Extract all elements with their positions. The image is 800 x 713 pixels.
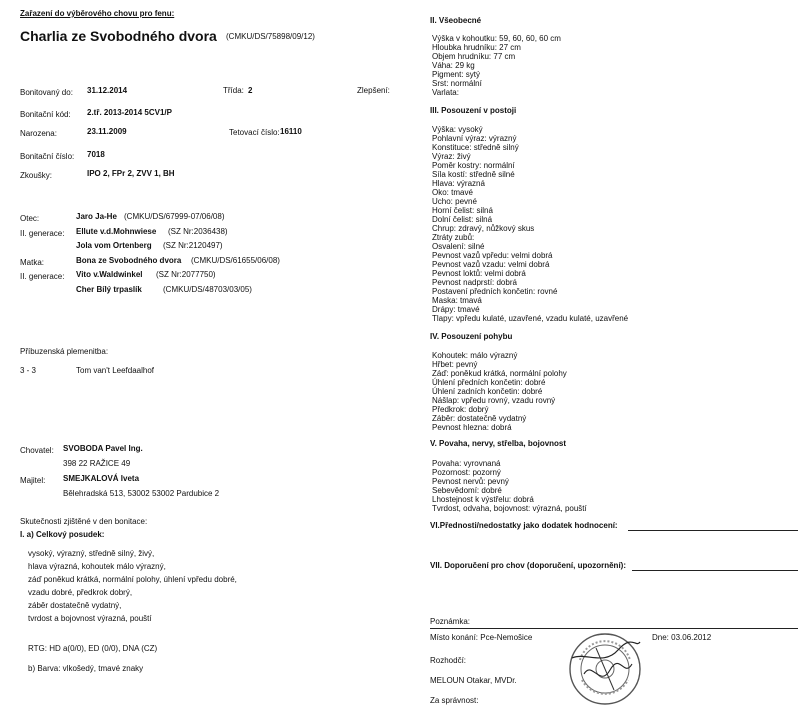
vseobecne-line: Objem hrudníku: 77 cm bbox=[432, 52, 516, 61]
gen2b-label: II. generace: bbox=[20, 272, 65, 281]
misto-konani: Místo konání: Pce-Nemošice bbox=[430, 633, 533, 642]
pohyb-line: Hřbet: pevný bbox=[432, 360, 478, 369]
zlepseni-label: Zlepšení: bbox=[357, 86, 390, 95]
gf2-name: Vito v.Waldwinkel bbox=[76, 270, 143, 279]
gm1-name: Jola vom Ortenberg bbox=[76, 241, 152, 250]
official-stamp-icon bbox=[566, 630, 644, 708]
postoj-line: Pevnost loktů: velmi dobrá bbox=[432, 269, 526, 278]
povaha-line: Sebevědomí: dobré bbox=[432, 486, 502, 495]
tetovaci-value: 16110 bbox=[280, 127, 302, 136]
section-pohyb-title: IV. Posouzení pohybu bbox=[430, 332, 513, 341]
bonitovany-label: Bonitovaný do: bbox=[20, 88, 73, 97]
chovatel-label: Chovatel: bbox=[20, 446, 54, 455]
postoj-line: Drápy: tmavé bbox=[432, 305, 480, 314]
rozhodci-name: MELOUN Otakar, MVDr. bbox=[430, 676, 517, 685]
majitel-name: SMEJKALOVÁ Iveta bbox=[63, 474, 140, 483]
matka-reg: (CMKU/DS/61655/06/08) bbox=[191, 256, 280, 265]
posudek-line: tvrdost a bojovnost výrazná, pouští bbox=[28, 614, 152, 623]
matka-name: Bona ze Svobodného dvora bbox=[76, 256, 182, 265]
otec-reg: (CMKU/DS/67999-07/06/08) bbox=[124, 212, 225, 221]
inbreeding-degree: 3 - 3 bbox=[20, 366, 37, 375]
celkovy-posudek-label: I. a) Celkový posudek: bbox=[20, 530, 105, 539]
rozhodci-label: Rozhodčí: bbox=[430, 656, 467, 665]
postoj-line: Dolní čelist: silná bbox=[432, 215, 493, 224]
posudek-line: záď poněkud krátká, normální polohy, úhlení vpředu dobré, bbox=[28, 575, 237, 584]
postoj-line: Konstituce: středně silný bbox=[432, 143, 519, 152]
section-vseobecne-title: II. Všeobecné bbox=[430, 16, 482, 25]
matka-label: Matka: bbox=[20, 258, 45, 267]
otec-name: Jaro Ja-He bbox=[76, 212, 117, 221]
postoj-line: Pevnost nadprstí: dobrá bbox=[432, 278, 517, 287]
pohyb-line: Úhlení zadních končetin: dobré bbox=[432, 387, 543, 396]
posudek-line: vzadu dobré, předkrok dobrý, bbox=[28, 588, 133, 597]
za-spravnost: Za správnost: bbox=[430, 696, 479, 705]
postoj-line: Ucho: pevné bbox=[432, 197, 477, 206]
povaha-line: Tvrdost, odvaha, bojovnost: výrazná, pouští bbox=[432, 504, 587, 513]
section-doporuceni-title: VII. Doporučení pro chov (doporučení, upozornění): bbox=[430, 561, 626, 570]
inbreeding-name: Tom van't Leefdaalhof bbox=[76, 366, 155, 375]
barva-line: b) Barva: vlkošedý, tmavé znaky bbox=[28, 664, 144, 673]
pohyb-line: Kohoutek: málo výrazný bbox=[432, 351, 518, 360]
section-postoj-title: III. Posouzení v postoji bbox=[430, 106, 517, 115]
majitel-label: Majitel: bbox=[20, 476, 46, 485]
postoj-line: Osvalení: silné bbox=[432, 242, 485, 251]
postoj-line: Síla kostí: středně silné bbox=[432, 170, 515, 179]
gf1-name: Ellute v.d.Mohnwiese bbox=[76, 227, 157, 236]
bonitovany-value: 31.12.2014 bbox=[87, 86, 128, 95]
postoj-line: Poměr kostry: normální bbox=[432, 161, 515, 170]
majitel-address: Bělehradská 513, 53002 53002 Pardubice 2 bbox=[63, 489, 220, 498]
section-povaha-title: V. Povaha, nervy, střelba, bojovnost bbox=[430, 439, 567, 448]
chovatel-name: SVOBODA Pavel Ing. bbox=[63, 444, 143, 453]
zkousky-value: IPO 2, FPr 2, ZVV 1, BH bbox=[87, 169, 175, 178]
gen2a-label: II. generace: bbox=[20, 229, 65, 238]
dog-registration: (CMKU/DS/75898/09/12) bbox=[226, 32, 315, 41]
gm2-reg: (CMKU/DS/48703/03/05) bbox=[163, 285, 252, 294]
narozena-label: Narozena: bbox=[20, 129, 57, 138]
form-heading: Zařazení do výběrového chovu pro fenu: bbox=[20, 9, 175, 18]
doporuceni-rule bbox=[632, 570, 798, 571]
findings-label: Skutečnosti zjištěné v den bonitace: bbox=[20, 517, 148, 526]
prednosti-rule bbox=[628, 530, 798, 531]
posudek-line: hlava výrazná, kohoutek málo výrazný, bbox=[28, 562, 166, 571]
povaha-line: Povaha: vyrovnaná bbox=[432, 459, 501, 468]
gm1-reg: (SZ Nr:2120497) bbox=[163, 241, 223, 250]
postoj-line: Výška: vysoký bbox=[432, 125, 483, 134]
vseobecne-line: Hloubka hrudníku: 27 cm bbox=[432, 43, 521, 52]
pohyb-line: Nášlap: vpředu rovný, vzadu rovný bbox=[432, 396, 556, 405]
cislo-label: Bonitační číslo: bbox=[20, 152, 75, 161]
postoj-line: Chrup: zdravý, nůžkový skus bbox=[432, 224, 535, 233]
povaha-line: Lhostejnost k výstřelu: dobrá bbox=[432, 495, 534, 504]
postoj-line: Výraz: živý bbox=[432, 152, 471, 161]
pohyb-line: Předkrok: dobrý bbox=[432, 405, 489, 414]
pohyb-line: Pevnost hlezna: dobrá bbox=[432, 423, 512, 432]
postoj-line: Tlapy: vpředu kulaté, uzavřené, vzadu kulaté, uzavřené bbox=[432, 314, 629, 323]
posudek-line: vysoký, výrazný, středně silný, živý, bbox=[28, 549, 155, 558]
posudek-line: záběr dostatečně vydatný, bbox=[28, 601, 122, 610]
gf2-reg: (SZ Nr:2077750) bbox=[156, 270, 216, 279]
postoj-line: Pohlavní výraz: výrazný bbox=[432, 134, 517, 143]
cislo-value: 7018 bbox=[87, 150, 105, 159]
dog-name: Charlia ze Svobodného dvora bbox=[20, 28, 217, 44]
postoj-line: Postavení předních končetin: rovné bbox=[432, 287, 558, 296]
footer-rule bbox=[430, 628, 798, 629]
vseobecne-line: Varlata: bbox=[432, 88, 459, 97]
zkousky-label: Zkoušky: bbox=[20, 171, 53, 180]
gf1-reg: (SZ Nr:2036438) bbox=[168, 227, 228, 236]
povaha-line: Pozornost: pozorný bbox=[432, 468, 501, 477]
vseobecne-line: Srst: normální bbox=[432, 79, 482, 88]
povaha-line: Pevnost nervů: pevný bbox=[432, 477, 509, 486]
pohyb-line: Záď: poněkud krátká, normální polohy bbox=[432, 369, 567, 378]
inbreeding-label: Příbuzenská plemenitba: bbox=[20, 347, 109, 356]
postoj-line: Horní čelist: silná bbox=[432, 206, 493, 215]
postoj-line: Pevnost vazů vpředu: velmi dobrá bbox=[432, 251, 553, 260]
postoj-line: Hlava: výrazná bbox=[432, 179, 485, 188]
rtg-line: RTG: HD a(0/0), ED (0/0), DNA (CZ) bbox=[28, 644, 158, 653]
kod-value: 2.tř. 2013-2014 5CV1/P bbox=[87, 108, 172, 117]
chovatel-address: 398 22 RAŽICE 49 bbox=[63, 459, 131, 468]
postoj-line: Ztráty zubů: bbox=[432, 233, 475, 242]
narozena-value: 23.11.2009 bbox=[87, 127, 127, 136]
otec-label: Otec: bbox=[20, 214, 40, 223]
trida-value: 2 bbox=[248, 86, 253, 95]
vseobecne-line: Pigment: sytý bbox=[432, 70, 481, 79]
vseobecne-line: Výška v kohoutku: 59, 60, 60, 60 cm bbox=[432, 34, 561, 43]
trida-label: Třída: bbox=[223, 86, 244, 95]
postoj-line: Oko: tmavé bbox=[432, 188, 473, 197]
vseobecne-line: Váha: 29 kg bbox=[432, 61, 475, 70]
kod-label: Bonitační kód: bbox=[20, 110, 71, 119]
poznamka-label: Poznámka: bbox=[430, 617, 471, 626]
dne-date: Dne: 03.06.2012 bbox=[652, 633, 712, 642]
tetovaci-label: Tetovací číslo: bbox=[229, 128, 280, 137]
pohyb-line: Úhlení předních končetin: dobré bbox=[432, 378, 546, 387]
pohyb-line: Záběr: dostatečně vydatný bbox=[432, 414, 527, 423]
postoj-line: Maska: tmavá bbox=[432, 296, 482, 305]
section-prednosti-title: VI.Přednosti/nedostatky jako dodatek hodnocení: bbox=[430, 521, 618, 530]
gm2-name: Cher Bílý trpaslík bbox=[76, 285, 142, 294]
postoj-line: Pevnost vazů vzadu: velmi dobrá bbox=[432, 260, 550, 269]
